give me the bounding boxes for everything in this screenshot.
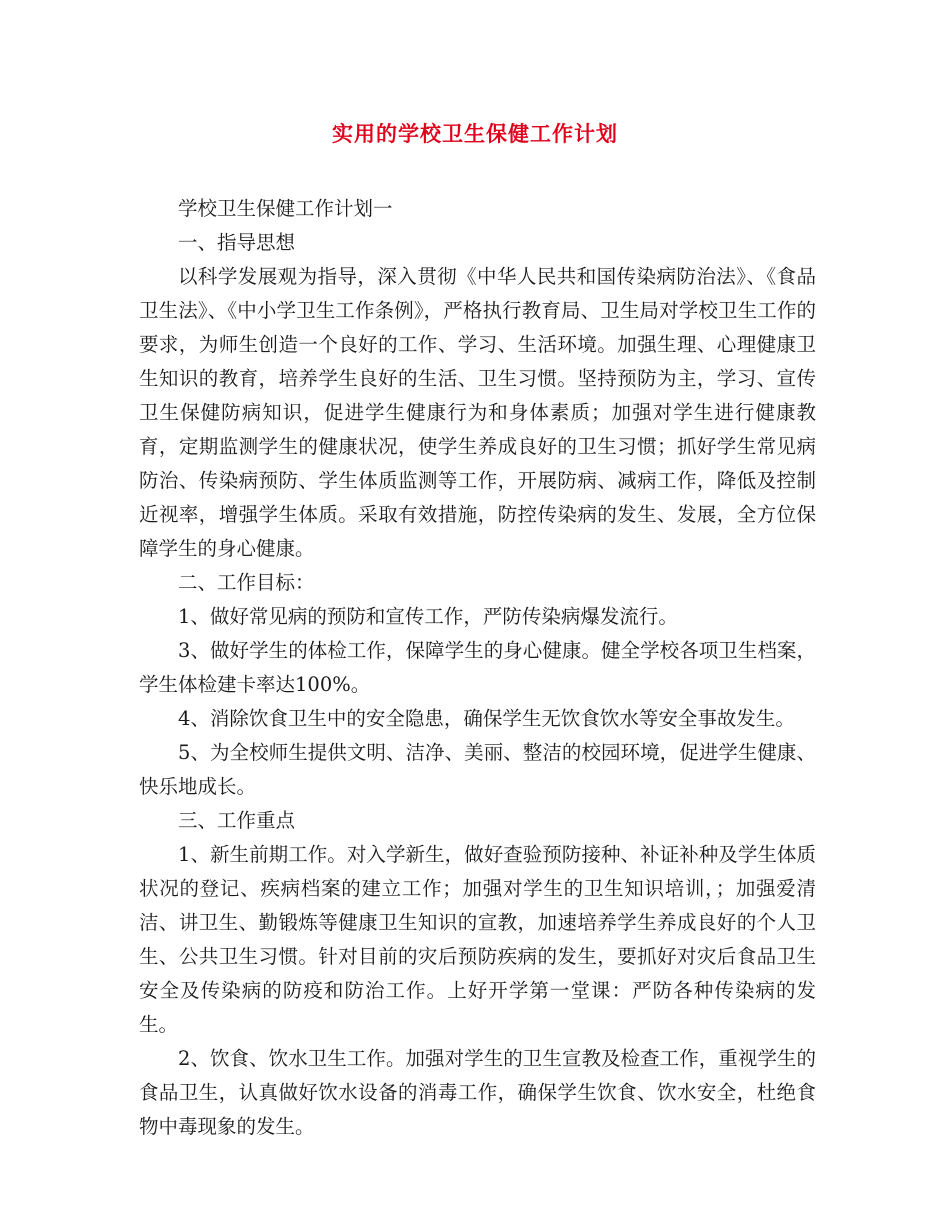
document-title: 实用的学校卫生保健工作计划 xyxy=(332,121,618,146)
paragraph: 学校卫生保健工作计划一 xyxy=(178,197,393,220)
paragraph: 以科学发展观为指导，深入贯彻《中华人民共和国传染病防治法》、《食品卫生法》、《中小学卫生工作条例》，严格执行教育局、卫生局对学校卫生工作的要求，为师生创造一个良好的工作、学习、生活环境。加强生理、心理健康卫生知识的教育，培养学生良好的生活、卫生习惯。坚持预防为主，学习、宣传卫生保健防病知识，促进学生健康行为和身体素质；加强对学生进行健康教育，定期监测学生的健康状况，使学生养成良好的卫生习惯；抓好学生常见病防治、传染病预防、学生体质监测等工作，开展防病、减病工作，降低及控制近视率，增强学生体质。采取有效措施，防控传染病的发生、发展，全方位保障学生的身心健康。 xyxy=(139,265,816,560)
paragraph: 5、为全校师生提供文明、洁净、美丽、整洁的校园环境，促进学生健康、快乐地成长。 xyxy=(139,741,816,798)
paragraph: 二、工作目标： xyxy=(178,571,315,594)
paragraph: 3、做好学生的体检工作，保障学生的身心健康。健全学校各项卫生档案，学生体检建卡率达100%。 xyxy=(139,639,816,696)
paragraph: 4、消除饮食卫生中的安全隐患，确保学生无饮食饮水等安全事故发生。 xyxy=(178,707,795,730)
paragraph: 一、指导思想 xyxy=(178,231,296,254)
paragraph: 三、工作重点 xyxy=(178,809,296,832)
document-body xyxy=(139,192,816,1144)
paragraph: 1、做好常见病的预防和宣传工作，严防传染病爆发流行。 xyxy=(178,605,678,628)
paragraph: 1、新生前期工作。对入学新生，做好查验预防接种、补证补种及学生体质状况的登记、疾病档案的建立工作；加强对学生的卫生知识培训，；加强爱清洁、讲卫生、勤锻炼等健康卫生知识的宣教，加速培养学生养成良好的个人卫生、公共卫生习惯。针对目前的灾后预防疾病的发生，要抓好对灾后食品卫生安全及传染病的防疫和防治工作。上好开学第一堂课：严防各种传染病的发生。 xyxy=(139,843,816,1036)
paragraph: 2、饮食、饮水卫生工作。加强对学生的卫生宣教及检查工作，重视学生的食品卫生，认真做好饮水设备的消毒工作，确保学生饮食、饮水安全，杜绝食物中毒现象的发生。 xyxy=(139,1047,816,1138)
